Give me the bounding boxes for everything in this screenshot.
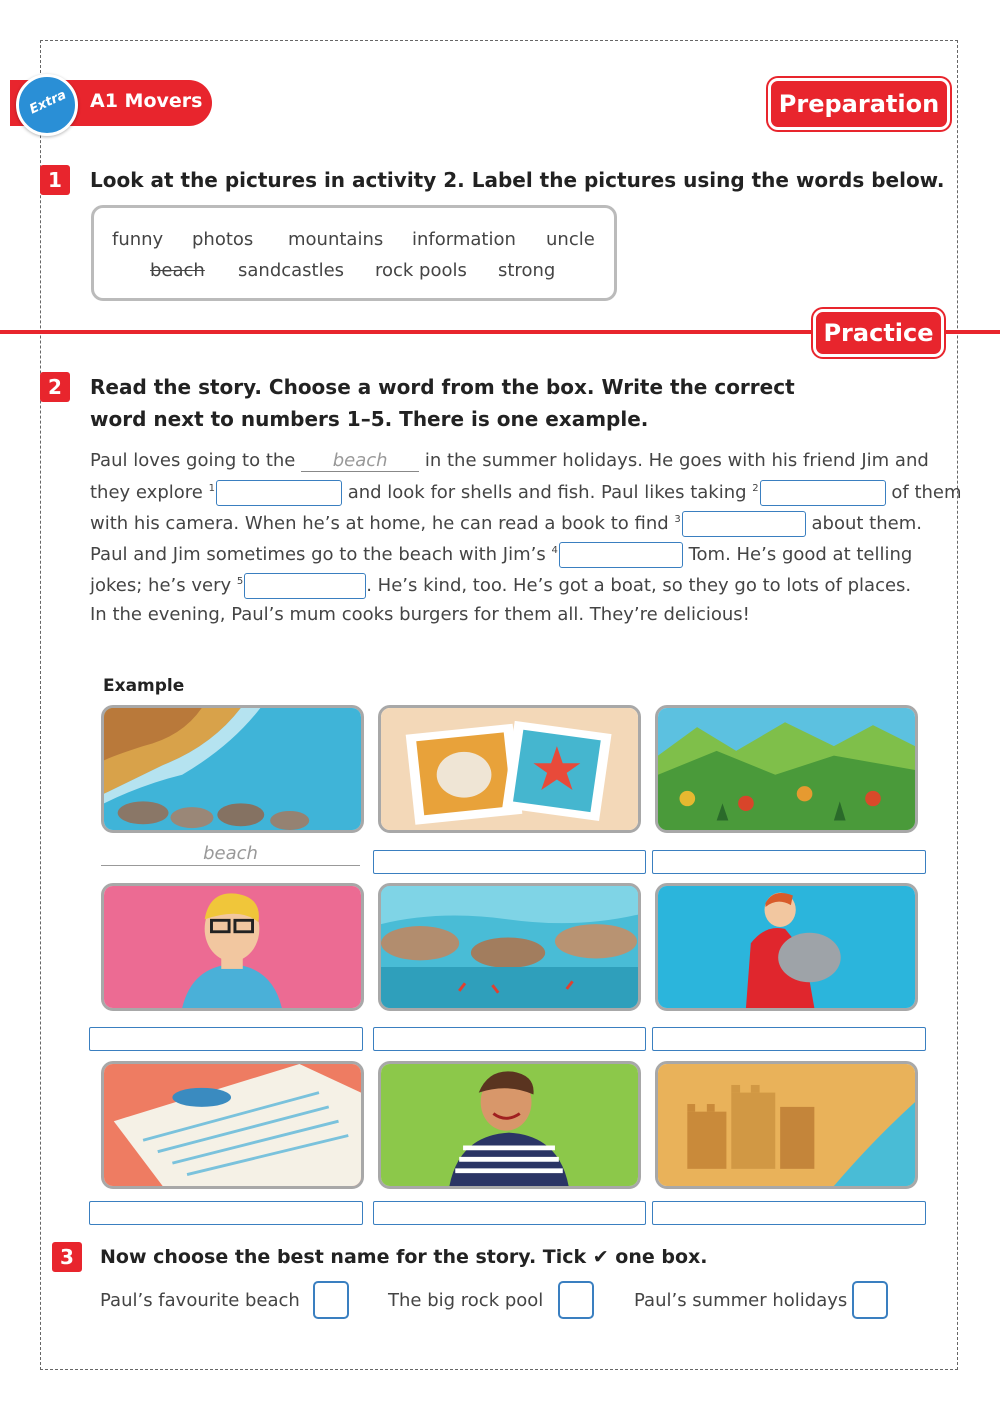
- story-gap-4[interactable]: [559, 542, 683, 568]
- answer-box-mountains[interactable]: [652, 850, 926, 874]
- answer-box-photos[interactable]: [373, 850, 646, 874]
- story-gap-1[interactable]: [216, 480, 342, 506]
- story-text: they explore: [90, 482, 203, 503]
- story-text: with his camera. When he’s at home, he can read a book to find: [90, 513, 669, 534]
- gap-number: 2: [752, 483, 759, 494]
- story-gap-3[interactable]: [682, 511, 806, 537]
- tick-box-2[interactable]: [558, 1281, 594, 1319]
- word-item: photos: [192, 229, 254, 250]
- story-text: Paul loves going to the: [90, 450, 296, 471]
- question-2-number: 2: [40, 372, 70, 402]
- answer-box-funny[interactable]: [373, 1201, 646, 1225]
- picture-rock-pools: [378, 883, 641, 1011]
- answer-box-strong[interactable]: [652, 1027, 926, 1051]
- option-label-2: The big rock pool: [388, 1290, 544, 1311]
- word-box: [91, 205, 617, 301]
- story-text: Paul and Jim sometimes go to the beach with Jim’s: [90, 544, 546, 565]
- extra-badge-text: Extra: [27, 87, 69, 118]
- word-item: uncle: [546, 229, 595, 250]
- gap-number: 3: [674, 514, 681, 525]
- story-line-1: [90, 450, 929, 472]
- level-label: A1 Movers: [90, 90, 203, 112]
- example-picture-answer: beach: [101, 843, 360, 866]
- word-item-used: beach: [150, 260, 205, 281]
- question-3-number: 3: [52, 1242, 82, 1272]
- picture-beach: [101, 705, 364, 833]
- answer-box-information[interactable]: [89, 1201, 363, 1225]
- tick-box-3[interactable]: [852, 1281, 888, 1319]
- practice-label: Practice: [813, 309, 944, 357]
- story-line-6: In the evening, Paul’s mum cooks burgers for them all. They’re delicious!: [90, 604, 750, 625]
- story-example-answer: beach: [301, 450, 419, 472]
- picture-funny: [378, 1061, 641, 1189]
- question-1-number: 1: [40, 165, 70, 195]
- story-text: and look for shells and fish. Paul likes taking: [347, 482, 747, 503]
- option-label-3: Paul’s summer holidays: [634, 1290, 848, 1311]
- gap-number: 1: [208, 483, 215, 494]
- story-text: jokes; he’s very: [90, 575, 232, 596]
- answer-box-sandcastles[interactable]: [652, 1201, 926, 1225]
- story-text: in the summer holidays. He goes with his friend Jim and: [424, 450, 929, 471]
- answer-box-rock-pools[interactable]: [373, 1027, 646, 1051]
- picture-sandcastles: [655, 1061, 918, 1189]
- story-line-4: [90, 542, 912, 568]
- option-label-1: Paul’s favourite beach: [100, 1290, 300, 1311]
- gap-number: 4: [551, 545, 558, 556]
- question-2-instruction-line1: Read the story. Choose a word from the box. Write the correct: [90, 375, 795, 399]
- preparation-label: Preparation: [768, 78, 950, 130]
- question-2-instruction-line2: word next to numbers 1–5. There is one example.: [90, 407, 649, 431]
- story-text: . He’s kind, too. He’s got a boat, so they go to lots of places.: [366, 575, 912, 596]
- tick-box-1[interactable]: [313, 1281, 349, 1319]
- story-gap-2[interactable]: [760, 480, 886, 506]
- story-line-3: [90, 511, 922, 537]
- picture-mountains: [655, 705, 918, 833]
- question-3-instruction: Now choose the best name for the story. Tick ✔ one box.: [100, 1246, 708, 1268]
- example-label: Example: [103, 676, 185, 696]
- word-item: information: [412, 229, 516, 250]
- story-text: of them: [891, 482, 962, 503]
- picture-strong: [655, 883, 918, 1011]
- gap-number: 5: [236, 576, 244, 587]
- word-item: mountains: [288, 229, 384, 250]
- picture-information: [101, 1061, 364, 1189]
- story-line-5: [90, 573, 911, 599]
- story-gap-5[interactable]: [244, 573, 366, 599]
- story-text: about them.: [811, 513, 922, 534]
- question-1-instruction: Look at the pictures in activity 2. Label the pictures using the words below.: [90, 168, 945, 192]
- picture-uncle: [101, 883, 364, 1011]
- word-item: sandcastles: [238, 260, 345, 281]
- story-text: Tom. He’s good at telling: [688, 544, 913, 565]
- story-line-2: [90, 480, 962, 506]
- word-item: strong: [498, 260, 556, 281]
- word-item: funny: [112, 229, 164, 250]
- answer-box-uncle[interactable]: [89, 1027, 363, 1051]
- word-item: rock pools: [375, 260, 467, 281]
- picture-photos: [378, 705, 641, 833]
